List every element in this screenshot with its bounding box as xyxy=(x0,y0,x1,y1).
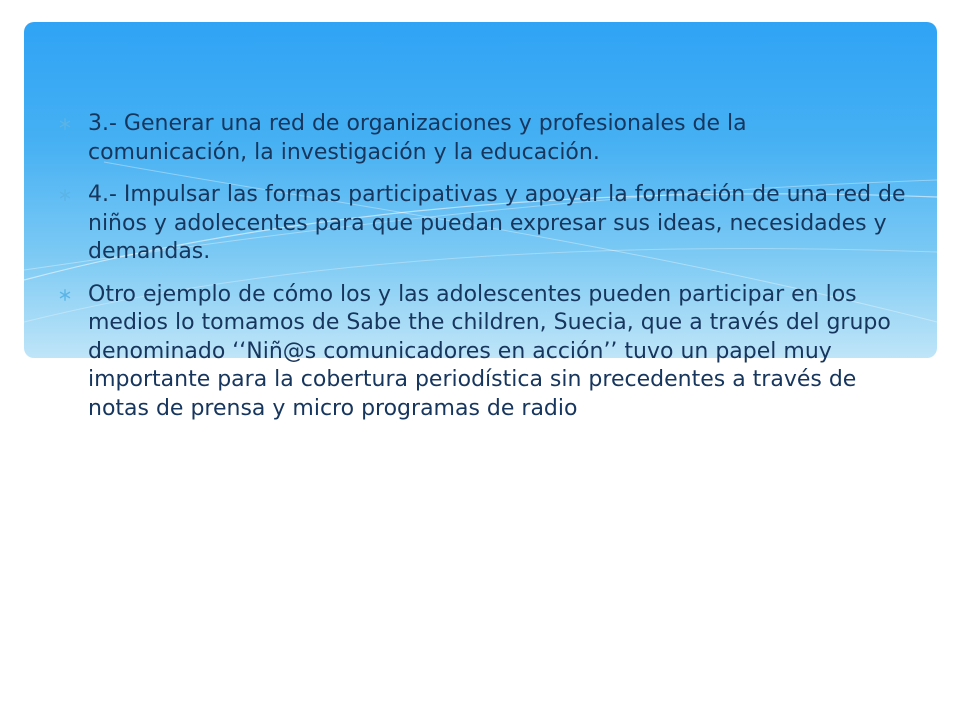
bullet-text: 3.- Generar una red de organizaciones y profesionales de la comunicación, la investigación y la educación. xyxy=(88,111,747,165)
asterisk-icon xyxy=(56,181,74,209)
bullet-item xyxy=(56,281,906,424)
asterisk-icon xyxy=(56,110,74,138)
bullet-item xyxy=(56,110,906,167)
bullet-text: 4.- Impulsar las formas participativas y apoyar la formación de una red de niños y adolecentes para que puedan expresar sus ideas, necesidades y demandas. xyxy=(88,182,906,264)
bullet-item xyxy=(56,181,906,267)
bullet-text: Otro ejemplo de cómo los y las adolescentes pueden participar en los medios lo tomamos de Sabe the children, Suecia, que a través del grupo denominado ‘‘Niñ@s comunicadores en acción’’ tuvo un papel muy importante para la cobertura periodística sin precedentes a través de notas de prensa y micro programas de radio xyxy=(88,281,891,421)
asterisk-icon xyxy=(56,281,74,309)
bullet-list xyxy=(56,110,906,437)
